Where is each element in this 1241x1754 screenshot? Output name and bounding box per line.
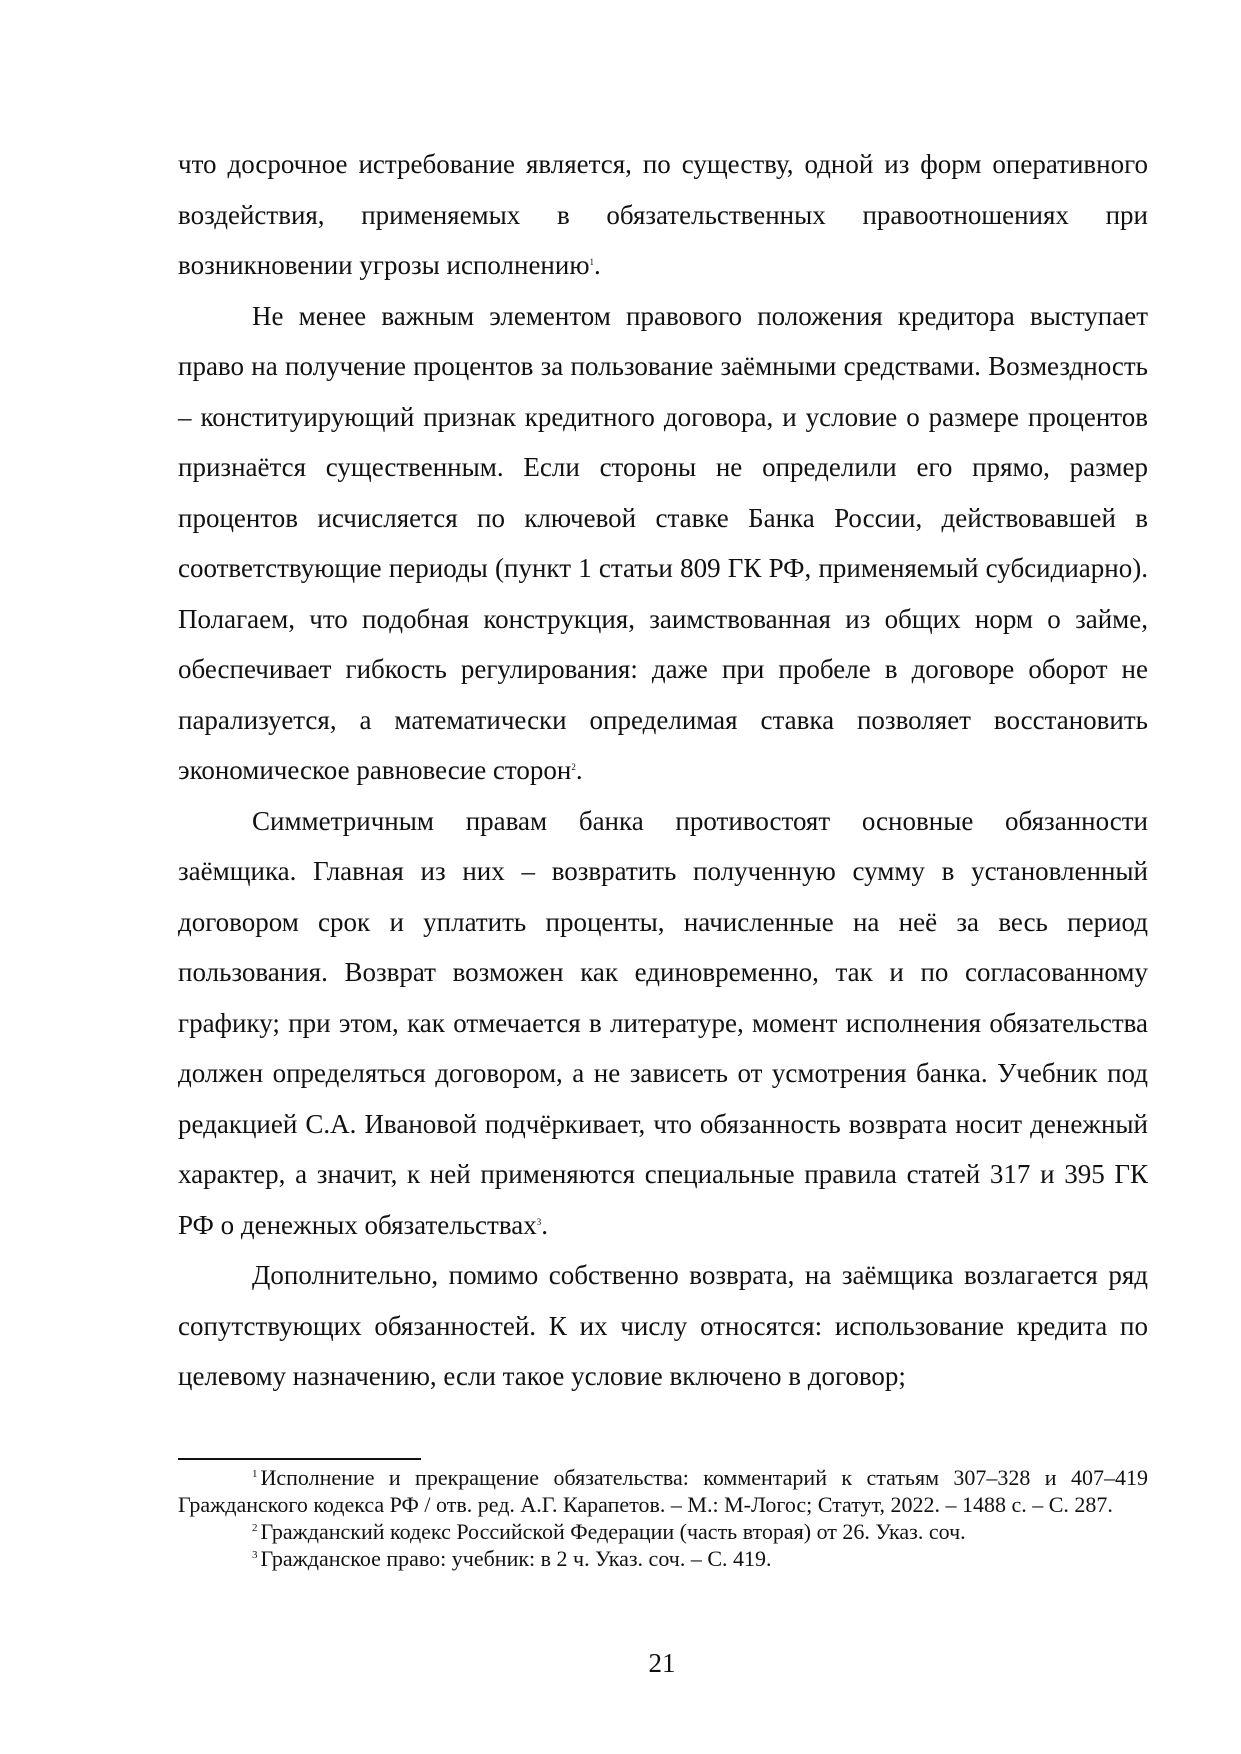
footnote-reference[interactable]: 3 xyxy=(536,1216,542,1227)
footnote xyxy=(178,1518,1148,1545)
paragraph-text: Симметричным правам банка противостоят основные обязанности заёмщика. Главная из них – возвратить полученную сумму в установленный договором срок и уплатить проценты, начисленные на неё за весь период пользования. Возврат возможен как единовременно, так и по согласованному графику; при этом, как отмечается в литературе, момент исполнения обязательства должен определяться договором, а не зависеть от усмотрения банка. Учебник под редакцией С.А. Ивановой подчёркивает, что обязанность возврата носит денежный характер, а значит, к ней применяются специальные правила статей 317 и 395 ГК РФ о денежных обязательствах xyxy=(178,805,1148,1240)
paragraph xyxy=(178,291,1148,796)
paragraph-text: Дополнительно, помимо собственно возврата, на заёмщика возлагается ряд сопутствующих обязанностей. К их числу относятся: использование кредита по целевому назначению, если такое условие включено в договор; xyxy=(178,1260,1148,1391)
paragraph-text: Не менее важным элементом правового положения кредитора выступает право на получение процентов за пользование заёмными средствами. Возмездность – конституирующий признак кредитного договора, и условие о размере процентов признаётся существенным. Если стороны не определили его прямо, размер процентов исчисляется по ключевой ставке Банка России, действовавшей в соответствующие периоды (пункт 1 статьи 809 ГК РФ, применяемый субсидиарно). Полагаем, что подобная конструкция, заимствованная из общих норм о займе, обеспечивает гибкость регулирования: даже при пробеле в договоре оборот не парализуется, а математически определимая ставка позволяет восстановить экономическое равновесие сторон xyxy=(178,300,1148,785)
paragraph-end-punctuation: . xyxy=(594,250,601,280)
paragraph xyxy=(178,1250,1148,1402)
paragraph-continuation xyxy=(178,139,1148,291)
page-number: 21 xyxy=(648,1648,676,1678)
footnote-text: Гражданское право: учебник: в 2 ч. Указ. соч. – С. 419. xyxy=(260,1546,772,1571)
footnote xyxy=(178,1464,1148,1518)
body-text xyxy=(178,139,1148,1402)
footnote-number: 1 xyxy=(252,1468,258,1480)
footnote-number: 3 xyxy=(252,1549,258,1561)
footnote xyxy=(178,1545,1148,1572)
footnotes xyxy=(178,1464,1148,1572)
footnote-text: Исполнение и прекращение обязательства: комментарий к статьям 307–328 и 407–419 Гражданского кодекса РФ / отв. ред. А.Г. Карапетов. – М.: М-Логос; Статут, 2022. – 1488 с. – С. 287. xyxy=(178,1465,1148,1517)
paragraph-end-punctuation: . xyxy=(575,755,583,785)
footnote-reference[interactable]: 1 xyxy=(589,257,594,267)
paragraph-text: что досрочное истребование является, по существу, одной из форм оперативного воздействия, применяемых в обязательственных правоотношениях при возникновении угрозы исполнению xyxy=(178,149,1148,280)
paragraph xyxy=(178,796,1148,1251)
footnote-text: Гражданский кодекс Российской Федерации (часть вторая) от 26. Указ. соч. xyxy=(260,1519,966,1544)
footnote-number: 2 xyxy=(252,1522,258,1534)
footnote-separator xyxy=(178,1458,421,1460)
footnote-reference[interactable]: 2 xyxy=(571,762,576,772)
paragraph-end-punctuation: . xyxy=(541,1209,548,1240)
